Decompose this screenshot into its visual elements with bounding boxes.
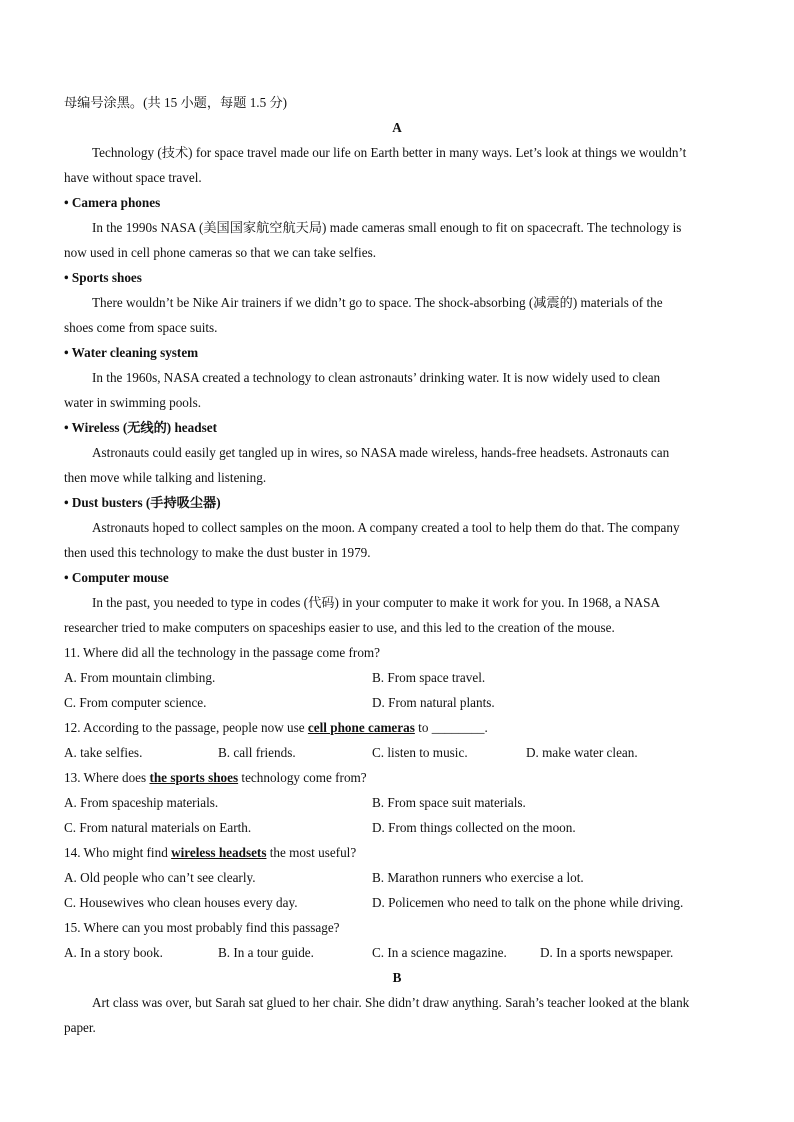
option-d: D. In a sports newspaper. xyxy=(540,945,674,960)
passage-a-intro-line1: Technology (技术) for space travel made our life on Earth better in many ways. Let’s look at things we wouldn’t xyxy=(92,145,687,160)
option-b: B. Marathon runners who exercise a lot. xyxy=(372,870,584,885)
item-heading: • Computer mouse xyxy=(64,570,169,585)
item-text-line2: researcher tried to make computers on spaceships easier to use, and this led to the creation of the mouse. xyxy=(64,620,615,635)
option-c: C. From computer science. xyxy=(64,695,207,710)
item-text-line2: then used this technology to make the dust buster in 1979. xyxy=(64,545,371,560)
question-11-options-row2 xyxy=(64,690,730,715)
stem-text: to ________. xyxy=(414,720,488,735)
option-b: B. From space travel. xyxy=(372,670,486,685)
option-a: A. take selfies. xyxy=(64,745,143,760)
option-d: D. From things collected on the moon. xyxy=(372,820,576,835)
question-14-options-row1 xyxy=(64,865,730,890)
section-a-title: A xyxy=(392,120,402,135)
option-a: A. From spaceship materials. xyxy=(64,795,219,810)
question-15-stem: 15. Where can you most probably find this passage? xyxy=(64,920,340,935)
question-13-options-row2 xyxy=(64,815,730,840)
option-d: D. make water clean. xyxy=(526,745,638,760)
option-a: A. Old people who can’t see clearly. xyxy=(64,870,256,885)
question-11-options-row1 xyxy=(64,665,730,690)
item-text-line2: water in swimming pools. xyxy=(64,395,201,410)
question-12-stem xyxy=(64,715,730,740)
option-c: C. listen to music. xyxy=(372,745,468,760)
section-b-title: B xyxy=(392,970,402,985)
option-c: C. Housewives who clean houses every day. xyxy=(64,895,298,910)
item-text-line1: In the 1960s, NASA created a technology to clean astronauts’ drinking water. It is now widely used to clean xyxy=(92,370,661,385)
option-a: A. From mountain climbing. xyxy=(64,670,216,685)
passage-b-line2: paper. xyxy=(64,1020,96,1035)
item-heading: • Wireless (无线的) headset xyxy=(64,420,217,435)
question-11-stem: 11. Where did all the technology in the passage come from? xyxy=(64,645,381,660)
option-d: D. From natural plants. xyxy=(372,695,495,710)
stem-text: 12. According to the passage, people now use xyxy=(64,720,308,735)
option-d: D. Policemen who need to talk on the phone while driving. xyxy=(372,895,684,910)
item-text-line2: now used in cell phone cameras so that we can take selfies. xyxy=(64,245,376,260)
item-text-line2: shoes come from space suits. xyxy=(64,320,218,335)
item-heading: • Water cleaning system xyxy=(64,345,199,360)
exam-page xyxy=(64,90,730,1040)
item-text-line2: then move while talking and listening. xyxy=(64,470,267,485)
item-text-line1: In the 1990s NASA (美国国家航空航天局) made cameras small enough to fit on spacecraft. The technology is xyxy=(92,220,682,235)
item-text-line1: There wouldn’t be Nike Air trainers if we didn’t go to space. The shock-absorbing (减震的) materials of the xyxy=(92,295,663,310)
stem-text: the most useful? xyxy=(266,845,357,860)
option-b: B. call friends. xyxy=(218,745,296,760)
stem-text: 14. Who might find xyxy=(64,845,172,860)
option-c: C. From natural materials on Earth. xyxy=(64,820,252,835)
item-heading: • Camera phones xyxy=(64,195,161,210)
instruction-text: 母编号涂黑。(共 15 小题，每题 1.5 分) xyxy=(64,95,288,110)
item-text-line1: Astronauts hoped to collect samples on the moon. A company created a tool to help them do that. The company xyxy=(92,520,680,535)
passage-b-line1: Art class was over, but Sarah sat glued to her chair. She didn’t draw anything. Sarah’s teacher looked at the blank xyxy=(92,995,690,1010)
question-15-options xyxy=(64,940,730,965)
item-heading: • Sports shoes xyxy=(64,270,142,285)
stem-text: 13. Where does xyxy=(64,770,150,785)
option-a: A. In a story book. xyxy=(64,945,163,960)
question-13-stem xyxy=(64,765,730,790)
item-heading: • Dust busters (手持吸尘器) xyxy=(64,495,221,510)
item-text-line1: Astronauts could easily get tangled up in wires, so NASA made wireless, hands-free headsets. Astronauts can xyxy=(92,445,670,460)
stem-keyword: wireless headsets xyxy=(171,845,267,860)
stem-keyword: cell phone cameras xyxy=(307,720,415,735)
stem-text: technology come from? xyxy=(238,770,367,785)
passage-a-intro-line2: have without space travel. xyxy=(64,170,202,185)
option-b: B. In a tour guide. xyxy=(218,945,314,960)
question-14-options-row2 xyxy=(64,890,730,915)
item-text-line1: In the past, you needed to type in codes (代码) in your computer to make it work for you. In 1968, a NASA xyxy=(92,595,661,610)
question-14-stem xyxy=(64,840,730,865)
option-c: C. In a science magazine. xyxy=(372,945,507,960)
stem-keyword: the sports shoes xyxy=(149,770,239,785)
question-13-options-row1 xyxy=(64,790,730,815)
option-b: B. From space suit materials. xyxy=(372,795,526,810)
question-12-options xyxy=(64,740,730,765)
